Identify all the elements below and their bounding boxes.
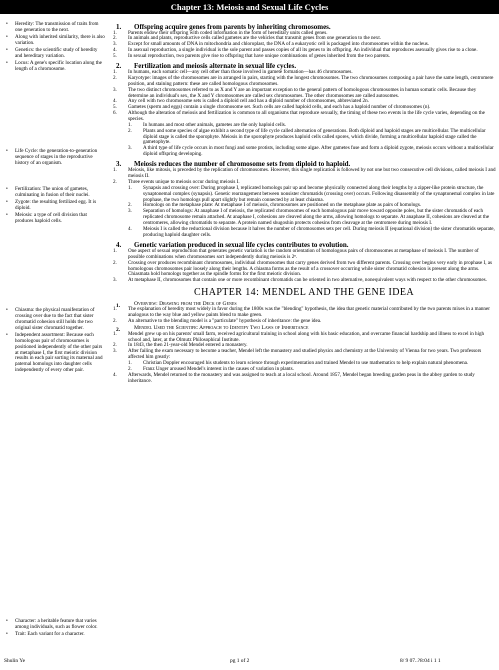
footer-stamp: 8/ 9 07..?8:04 i 1 1 [400, 658, 441, 664]
header-title: Chapter 13: Meiosis and Sexual Life Cycles [170, 2, 329, 12]
sidebar-group-life-cycle [4, 149, 106, 168]
list-item: 2. In animals and plants, reproductive cells called gametes are the vehicles that transmit genes from one generation to the next. [113, 35, 382, 42]
sidebar-term: • Along with inherited similarity, there is also variation. [4, 35, 106, 47]
sidebar-group-character [4, 619, 106, 639]
page-footer [0, 655, 499, 670]
list-item: 3. After failing the exam necessary to become a teacher, Mendel left the monastery and studied physics and chemistry at the University of Vienna for two years. Two professors affected him greatly: [113, 348, 482, 361]
sub-list-item: 2. Franz Unger aroused Mendel's interest in the causes of variation in plants. [128, 365, 294, 372]
sidebar-term: • Character: a heritable feature that varies among individuals, such as flower color. [4, 619, 106, 631]
list-item: 1. Meiosis, like mitosis, is preceded by the replication of chromosomes. However, this single replication is followed by not one but two consecutive cell divisions, called meiosis I and meiosis II. [113, 167, 496, 180]
section-title: Offspring acquire genes from parents by inheriting chromosomes. [134, 22, 331, 31]
section-title: Meiosis reduces the number of chromosome sets from diploid to haploid. [134, 160, 351, 169]
list-item: 5. Gametes (sperm and eggs) contain a single chromosome set. Such cells are called haploid cells, and each has a haploid number of chromosomes (n). [113, 104, 431, 111]
section-title: Fertilization and meiosis alternate in sexual life cycles. [134, 62, 297, 71]
sub-list-item: 2. Homologs on the metaphase plate: At metaphase I of meiosis, chromosomes are positioned on the metaphase plate as pairs of homologs. [128, 202, 422, 209]
list-item: 1. Parents endow their offspring with coded information in the form of hereditary units called genes. [113, 29, 328, 36]
sidebar-group-chiasma [4, 308, 106, 375]
section-number: 2. [116, 326, 121, 333]
main-notes [112, 20, 496, 384]
list-item: 1. Mendel grew up on his parents' small farm, received agricultural training in school along with his basic education, and overcame financial hardship and illness to excel in high school and, later, at the Olmutz Philosophical Institute. [113, 330, 485, 343]
list-item: 2. Karyotype: images of the chromosomes are in arranged in pairs, starting with the longest chromosomes. The two chromosomes composing a pair have the same length, centromere position, and staining pattern: these are called homologous chromosomes. [113, 75, 494, 87]
sidebar-term: • Independent assortment: Because each homologous pair of chromosomes is positioned independently of the other pairs at metaphase I, the first meiotic division results in each pair sorting its maternal and paternal homologs into daughter cells independently of every other pair. [4, 333, 106, 374]
list-item: 6. Although the alteration of meiosis and fertilization is common to all organisms that reproduce sexually, the timing of these two events in the life cycle varies, depending on the species. [113, 110, 485, 122]
sidebar-term: • Meiosis: a type of cell division that produces haploid cells. [4, 213, 106, 225]
page-header [0, 0, 499, 14]
list-item: 2. Crossing over produces recombinant chromosomes, individual chromosomes that carry genes derived from two different parents. Crossing over begins very early in prophase I, as homologous chromosomes pair loosely along their lengths. A chiasma forms as the result of a crossover occurring while sister chromatid cohesion is present along the arms. Chiasmata hold homologs together as the spindle forms for the first meiotic division. [113, 259, 493, 278]
sub-list-item: 2. Plants and some species of algae exhibit a second type of life cycle called alternation of generations. Both diploid and haploid stages are multicellular. The multicellular diploid stage is called the sporophyte. Meiosis in the sporophyte produces haploid cells called spores, which divide, forming a multicellular haploid stage called the gametophyte. [128, 127, 486, 146]
sidebar-group-heredity [4, 22, 106, 74]
sub-list-item: 1. Synapsis and crossing over: During prophase I, replicated homologs pair up and become physically connected along their lengths by a zipper-like protein structure, the synaptonemal complex (synapsis). Genetic rearrangement between nonsister chromatids (crossing over) occurs. Following disassembly of the synaptonemal complex in late prophase, the two homologs pull apart slightly but remain connected by at least chiasma. [128, 184, 495, 203]
list-item: 1. In humans, each somatic cell—any cell other than those involved in gamete formation—has 46 chromosomes. [113, 69, 353, 76]
sidebar-term: • Genetics: the scientific study of heredity and hereditary variation. [4, 48, 106, 60]
sub-list-item: 1. In humans and most other animals, gametes are the only haploid cells. [128, 121, 287, 128]
list-item: 4. In asexual reproduction, a single individual is the sole parent and passes copies of all its genes to its offspring. An individual that reproduces asexually gives rise to a clone. [113, 47, 478, 54]
sidebar-term: • Fertilization: The union of gametes, culminating in fusion of their nuclei. [4, 187, 106, 199]
list-item: 4. Afterwards, Mendel returned to the monastery and was assigned to teach at a local school. Around 1857, Mendel began breeding garden peas in the abbey garden to study inheritance. [113, 371, 475, 384]
list-item: 1. One aspect of sexual reproduction that generates genetic variation is the random orientation of homologous pairs of chromosomes at metaphase of meiosis I. The number of possible combinations when chromosomes sort independently during meiosis is 2ⁿ. [113, 248, 479, 260]
sub-list-item: 4. Meiosis I is called the reductional division because it halves the number of chromosomes sets per cell. During meiosis II (equational division) the sister chromatids separate, producing haploid daughter cells. [128, 225, 495, 238]
section-title: Genetic variation produced in sexual life cycles contributes to evolution. [134, 241, 349, 249]
section-title: Overview: Drawing from the Deck of Genes [134, 300, 237, 307]
section-title: Mendel Used the Scientific Approach to Identify Two Laws of Inheritance [134, 324, 309, 331]
sidebar-term: • Heredity: The transmission of traits from one generation to the next. [4, 22, 106, 34]
list-item: 3. The two distinct chromosomes referred to as X and Y are an important exception to the general pattern of homologous chromosomes in human somatic cells. Because they determine an individual's sex, the X and Y chromosomes are called sex chromosomes. The other chromosomes are called autosomes. [113, 86, 477, 99]
sidebar-term: • Life Cycle: the generation-to-generation sequence of stages in the reproductive history of an organism. [4, 149, 106, 167]
list-item: 3. Except for small amounts of DNA in mitochondria and chloroplast, the DNA of a eukaryotic cell is packaged into chromosomes within the nucleus. [113, 41, 430, 48]
sidebar-group-fertilization [4, 187, 106, 226]
footer-page-number: pg 1 of 2 [230, 658, 250, 664]
sub-list-item: 1. Christian Doppler encouraged his students to learn science through experimentation and trained Mendel to use mathematics to help explain natural phenomena. [128, 360, 469, 366]
section-number: 1. [116, 302, 121, 309]
list-item: 3. At metaphase II, chromosomes that contain one or more recombinant chromatids can be oriented in two alternative, nonequivalent ways with respect to the other chromosomes. [113, 277, 487, 284]
list-item: 4. Any cell with two chromosome sets is called a diploid cell and has a diploid number of chromosomes, abbreviated 2n. [113, 98, 369, 105]
sub-list-item: 3. Separation of homologs: At anaphase I of meiosis, the replicated chromosomes of each homologous pair move toward opposite poles, but the sister chromatids of each replicated chromosome remain attached. At anaphase I, cohesions are cleaved along the arms, allowing homologs to separate. At anaphase II, cohesions are cleaved at the centromeres, allowing chromatids to separate. A protein named shugoshin protects cohesins from cleavage at the centromere during meiosis I. [128, 208, 490, 226]
section-number: 2. [116, 62, 122, 71]
sidebar-term: • Chiasma: the physical manifestation of crossing over due to the fact that sister chromatid cohesion still holds the two original sister chromatid together. [4, 308, 106, 332]
footer-author: Shulin Ye [4, 658, 25, 664]
sidebar-term: • Locus: A gene's specific location along the length of a chromosome. [4, 61, 106, 73]
sidebar-term: • Zygote: the resulting fertilized egg. It is diploid. [4, 200, 106, 212]
list-item: 2. An alternative to the blending model is a "particulate" hypothesis of inheritance: the gene idea. [113, 318, 322, 325]
sidebar-term: • Trait: Each variant for a character. [4, 632, 106, 638]
section-number: 4. [116, 241, 122, 249]
list-item: 2. Three events unique to meiosis occur during meiosis I. [113, 179, 240, 186]
section-number: 3. [116, 160, 122, 169]
list-item: 2. In 1843, the then 21-year-old Mendel entered a monastery. [113, 342, 248, 349]
list-item: 1. The explanation of heredity most widely in favor during the 1800s was the "blending" hypothesis, the idea that genetic material contributed by the two parents mixes in a manner analogous to the way blue and yellow paints blend to make green. [113, 306, 490, 319]
sub-list-item: 3. A third type of life cycle occurs in most fungi and some protists, including some algae. After gametes fuse and form a diploid zygote, meiosis occurs without a multicellular diploid offspring developing. [128, 145, 494, 158]
chapter-14-title: CHAPTER 14: MENDEL AND THE GENE IDEA [194, 287, 414, 299]
list-item: 5. In sexual reproduction, two parents give rise to offspring that have unique combinations of genes inherited from the two parents. [113, 52, 391, 59]
section-number: 1. [116, 22, 122, 31]
